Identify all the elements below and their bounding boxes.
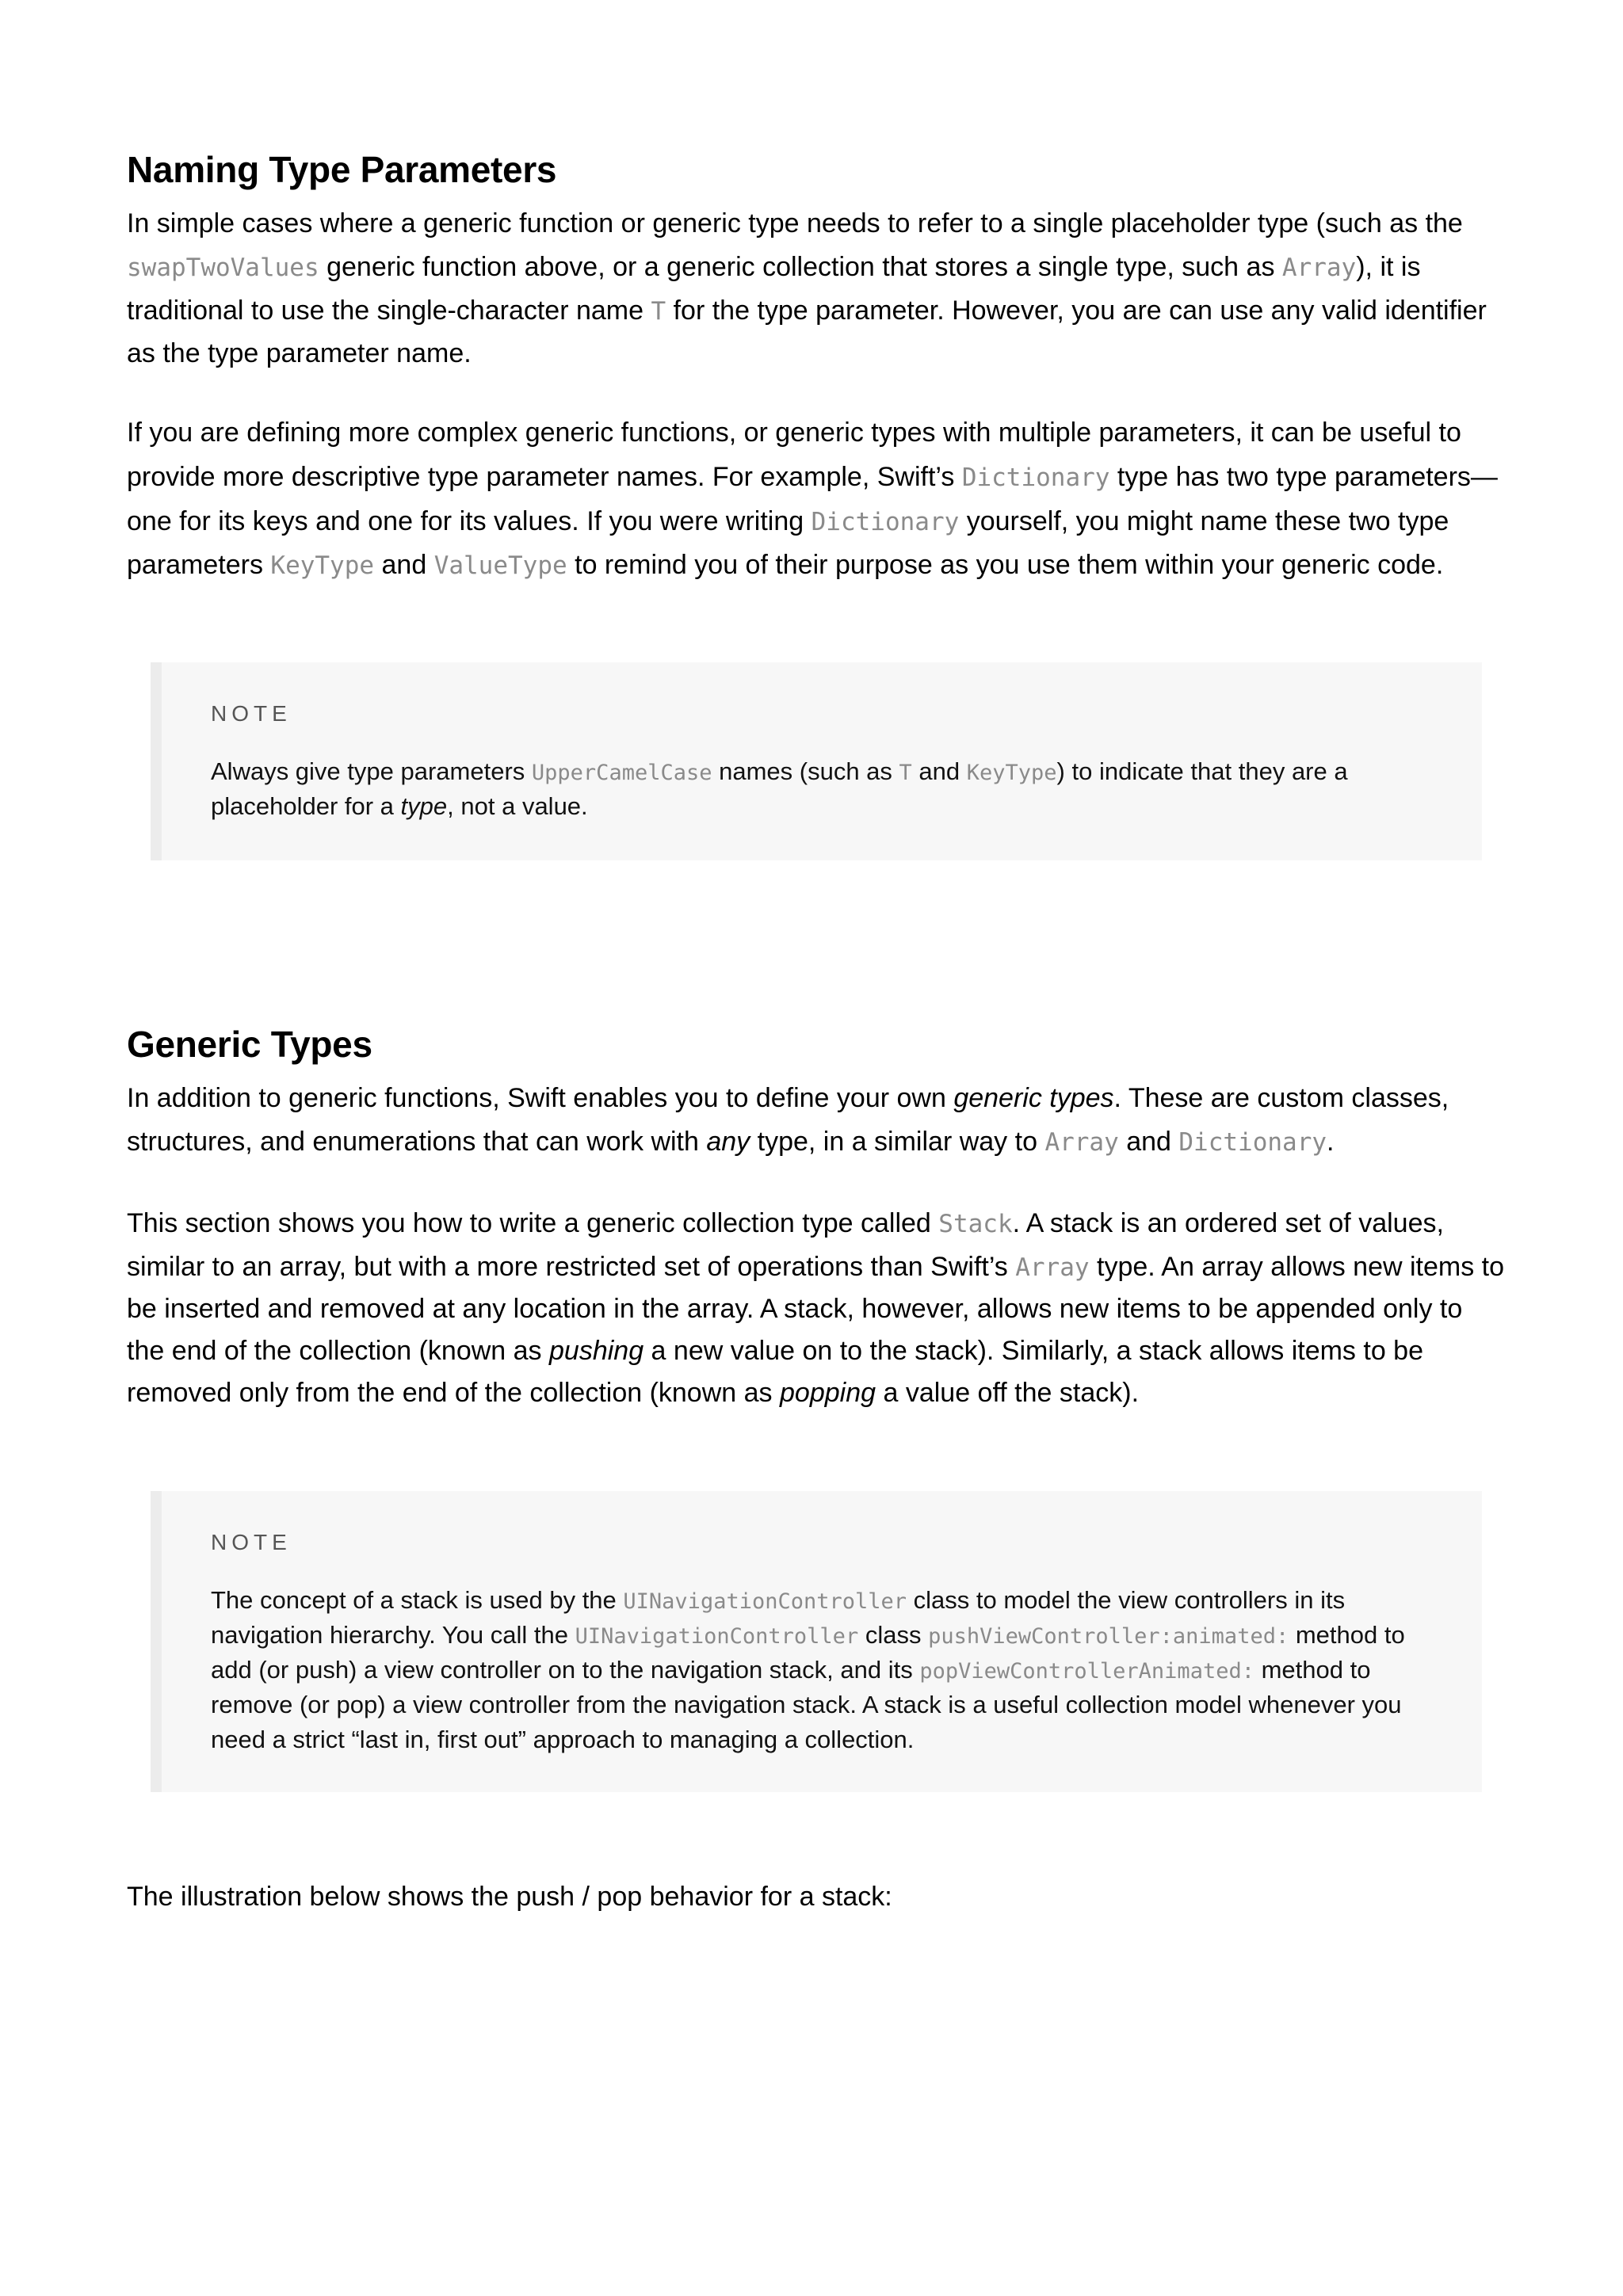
paragraph-line: one for its keys and one for its values. If you were writing Dictionary yourself, you might name these two type	[127, 506, 1449, 536]
paragraph-line: The illustration below shows the push / pop behavior for a stack:	[127, 1882, 892, 1912]
code-t: T	[651, 297, 666, 326]
code-array: Array	[1015, 1253, 1090, 1282]
code-keytype: KeyType	[966, 761, 1057, 785]
paragraph-line: similar to an array, but with a more restricted set of operations than Swift’s Array type. An array allows new items to	[127, 1252, 1505, 1282]
note-label: NOTE	[211, 1530, 292, 1554]
note-line: remove (or pop) a view controller from the navigation stack. A stack is a useful collection model whenever you	[211, 1691, 1402, 1718]
paragraph-line: In addition to generic functions, Swift enables you to define your own generic types. These are custom classes,	[127, 1083, 1449, 1113]
paragraph-line: structures, and enumerations that can work with any type, in a similar way to Array and Dictionary.	[127, 1127, 1335, 1157]
note-box	[151, 1491, 1482, 1792]
paragraph-line: If you are defining more complex generic functions, or generic types with multiple parameters, it can be useful to	[127, 418, 1461, 448]
section-heading-naming-type-parameters: Naming Type Parameters	[127, 149, 557, 190]
code-swaptwovalues: swapTwoValues	[127, 254, 319, 282]
emphasis: popping	[780, 1378, 876, 1408]
code-uinavigationcontroller: UINavigationController	[623, 1589, 907, 1614]
code-pushviewcontroller: pushViewController:animated:	[928, 1624, 1289, 1649]
emphasis: generic types	[953, 1083, 1114, 1113]
note-line: add (or push) a view controller on to the navigation stack, and its popViewControllerAnimated: method to	[211, 1656, 1371, 1684]
code-array: Array	[1044, 1128, 1119, 1157]
code-dictionary: Dictionary	[1178, 1128, 1327, 1157]
paragraph-line: parameters KeyType and ValueType to remind you of their purpose as you use them within your generic code.	[127, 550, 1444, 580]
paragraph-line: This section shows you how to write a generic collection type called Stack. A stack is an ordered set of values,	[127, 1208, 1444, 1238]
note-label: NOTE	[211, 701, 292, 726]
paragraph-line: In simple cases where a generic function or generic type needs to refer to a single placeholder type (such as the	[127, 208, 1463, 238]
paragraph-line: as the type parameter name.	[127, 338, 472, 368]
emphasis: type	[400, 792, 448, 820]
code-valuetype: ValueType	[433, 551, 567, 580]
paragraph-line: the end of the collection (known as pushing a new value on to the stack). Similarly, a stack allows items to be	[127, 1336, 1424, 1366]
note-line: Always give type parameters UpperCamelCase names (such as T and KeyType) to indicate that they are a	[211, 757, 1348, 785]
code-dictionary: Dictionary	[961, 463, 1110, 492]
note-box	[151, 662, 1482, 860]
note-line: navigation hierarchy. You call the UINavigationController class pushViewController:animated: method to	[211, 1621, 1405, 1649]
paragraph-line: provide more descriptive type parameter names. For example, Swift’s Dictionary type has two type parameters—	[127, 462, 1498, 492]
paragraph-line: be inserted and removed at any location in the array. A stack, however, allows new items to be appended only to	[127, 1294, 1463, 1324]
section-heading-generic-types: Generic Types	[127, 1024, 372, 1065]
note-line: placeholder for a type, not a value.	[211, 792, 588, 820]
emphasis: any	[706, 1127, 750, 1157]
code-uinavigationcontroller: UINavigationController	[575, 1624, 859, 1649]
code-t: T	[899, 761, 912, 785]
paragraph-line: removed only from the end of the collection (known as popping a value off the stack).	[127, 1378, 1140, 1408]
code-popviewcontrolleranimated: popViewControllerAnimated:	[919, 1659, 1254, 1684]
paragraph-line: traditional to use the single-character name T for the type parameter. However, you are can use any valid identifier	[127, 296, 1487, 326]
code-array: Array	[1281, 254, 1357, 282]
paragraph-line: swapTwoValues generic function above, or a generic collection that stores a single type, such as Array), it is	[127, 252, 1421, 282]
code-stack: Stack	[938, 1210, 1013, 1238]
code-keytype: KeyType	[270, 551, 375, 580]
note-line: The concept of a stack is used by the UINavigationController class to model the view controllers in its	[211, 1586, 1346, 1614]
emphasis: pushing	[549, 1336, 644, 1366]
code-uppercamelcase: UpperCamelCase	[531, 761, 712, 785]
note-line: need a strict “last in, first out” approach to managing a collection.	[211, 1726, 915, 1753]
code-dictionary: Dictionary	[811, 508, 960, 536]
